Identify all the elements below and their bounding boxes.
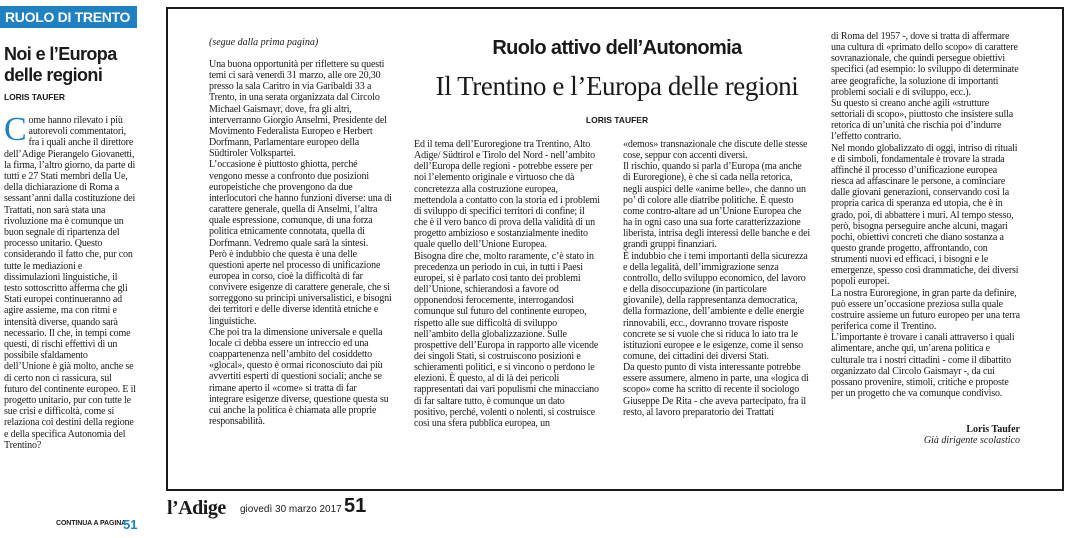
continued-note: (segue dalla prima pagina): [209, 37, 319, 48]
paragraph: È indubbio che i temi importanti della sicurezza e della legalità, dell’immigrazione senza controllo, dello sviluppo economico, del lavoro e della disoccupazione (in particolare giovanile), della rappresentanza democratica, della formazione, dell’ambiente e delle energie rinnovabili, ecc., dovranno trovare risposte concrete se si vuole che si riduca lo iato tra le istituzioni europee e le esigenze, come il senso comune, dei cittadini dei diversi Stati.: [623, 250, 808, 362]
drop-cap: C: [4, 115, 27, 148]
text-column-2: [414, 139, 600, 489]
paragraph: Però è indubbio che questa è una delle questioni aperte nel processo di unificazione europea in corso, cioè la difficoltà di far convivere esigenze di carattere generale, che si sorreggono su principi universalistici, e bisogni dei territori e delle diverse identità etniche e linguistiche.: [209, 248, 392, 327]
paragraph: Che poi tra la dimensione universale e quella locale ci debba essere un intreccio ed una coappartenenza nell’ambito del cosiddetto «glocal», questo è ormai riconosciuto dai più avvertiti esperti di questioni sociali; anche se rimane aperto il «come» si tratta di far integrare esigenze diverse, questione questa su cui anche la politica è chiamata alle proprie responsabilità.: [209, 326, 389, 427]
paragraph: «demos» transnazionale che discute delle stesse cose, seppur con accenti diversi.: [623, 139, 808, 162]
paragraph: L’importante è trovare i canali attraverso i quali alimentare, anche qui, un’arena politica e culturale tra i nostri cittadini - come il dibattito organizzato dal Circolo Gaismayr -, da cui possano provenire, stimoli, critiche e proposte per un progetto che va comunque condiviso.: [831, 332, 1015, 399]
paragraph: La nostra Euroregione, in gran parte da definire, può essere un’occasione preziosa sulla quale costruire assieme un futuro europeo per una terra periferica come il Trentino.: [831, 287, 1020, 333]
text-column-3: [623, 139, 810, 489]
paragraph: di Roma del 1957 -, dove si tratta di affermare una cultura di «primato dello scopo» di carattere sovranazionale, che quindi persegue obiettivi specifici (ad esempio: lo sviluppo di determinate aree geografiche, la soluzione di importanti problemi sociali e di sviluppo, ecc.).: [831, 31, 1019, 98]
continue-page-number: 51: [123, 517, 138, 532]
article-author: LORIS TAUFER: [585, 115, 649, 125]
paragraph: Da questo punto di vista interessante potrebbe essere assumere, almeno in parte, una «logica di scopo» come ha scritto di recente il sociologo Giuseppe De Rita - che aveva partecipato, fra il resto, al lavoro preparatorio dei Trattati: [623, 362, 809, 418]
article-headline: Il Trentino e l’Europa delle regioni: [435, 71, 799, 101]
left-article-text: ome hanno rilevato i più autorevoli commentatori, fra i quali anche il direttore dell’Adige Pierangelo Giovanetti, la firma, l’altro giorno, da parte di tutti e 27 Stati membri della Ue, della dichiarazione di Roma a sessant’anni dalla costituzione dei Trattati, non sarà stata una rivoluzione ma è comunque un buon segnale di ripartenza del processo unitario. Questo considerando il fatto che, pur con tutte le mediazioni e dissimulazioni linguistiche, il testo sottoscritto afferma che gli Stati europei continueranno ad agire assieme, ma con ritmi e intensità diverse, quando sarà necessario. Il che, in tempi come questi, di rischi effettivi di un possibile sfaldamento dell’Unione è già molto, anche se di certo non ci rassicura, sul futuro del continente europeo. E il progetto unitario, pur con tutte le sue crisi e difficoltà, come si relaziona coi destini della regione e della specifica Autonomia del Trentino?: [4, 115, 136, 451]
section-header: RUOLO DI TRENTO: [0, 6, 137, 28]
article-kicker: Ruolo attivo dell’Autonomia: [492, 37, 742, 59]
paragraph: Su questo si creano anche agili «strutture settoriali di scopo», piuttosto che insistere sulla retorica di un’unità che rischia poi d’indurre l’effetto contrario.: [831, 97, 1014, 143]
left-article-title: Noi e l’Europa delle regioni: [4, 44, 117, 85]
paragraph: Una buona opportunità per riflettere su questi temi ci sarà venerdì 31 marzo, alle ore 20,30 presso la sala Caritro in via Garibaldi 33 a Trento, in una serata organizzata dal Circolo Michael Gaismayr, dove, fra gli altri, interverranno Giorgio Anselmi, Presidente del Movimento Federalista Europeo e Herbert Dorfmann, Parlamentare europeo della Südtiroler Volkspartei.: [209, 59, 387, 160]
signature-role: Già dirigente scolastico: [923, 435, 1020, 446]
signature-name: Loris Taufer: [966, 424, 1020, 435]
issue-date: giovedì 30 marzo 2017: [240, 504, 342, 515]
left-article-body: [4, 115, 136, 513]
left-column: [0, 0, 137, 538]
text-column-4: [831, 31, 1020, 479]
paragraph: Nel mondo globalizzato di oggi, intriso di rituali e di simboli, fondamentale è trovare la strada affinché il processo d’unificazione europea riesca ad affascinare le persone, a cominciare dalle giovani generazioni, conservando così la propria carica di speranza ed utopia, che è in grado, poi, di abbattere i muri. Al tempo stesso, però, bisogna perseguire anche alcuni, magari pochi, obiettivi concreti che diano sostanza a questo grande progetto, affrontando, con strumenti nuovi ed efficaci, i bisogni e le emergenze, spesso così drammatiche, dei diversi popoli europei.: [831, 142, 1019, 288]
article-signature: [831, 424, 1020, 446]
paragraph: L’occasione è piuttosto ghiotta, perché vengono messe a confronto due posizioni europeistiche che provengono da due interlocutori che hanno funzioni diverse: una di carattere generale, quella di Anselmi, l’altra quale espressione, comunque, di una forza politica etnicamente connotata, quella di Dorfmann. Vedremo quale sarà la sintesi.: [209, 159, 392, 249]
paragraph: Ed il tema dell’Euroregione tra Trentino, Alto Adige/ Südtirol e Tirolo del Nord - nell’ambito dell’Europa delle regioni - potrebbe essere per noi l’elemento originale e virtuoso che dà concretezza alla costruzione europea, mettendola a contatto con la storia ed i problemi di sviluppo di specifici territori di confine; il che è il vero banco di prova della validità di un progetto ambizioso e sostanzialmente inedito quale quello dell’Unione Europea.: [414, 139, 600, 251]
continue-label: CONTINUA A PAGINA: [56, 520, 127, 527]
newspaper-logo: l’Adige: [167, 497, 226, 519]
paragraph: Il rischio, quando si parla d’Europa (ma anche di Euroregione), è che si cada nella retorica, negli auspici delle «anime belle», che danno un po’ di colore alle diatribe politiche. È questo come contro-altare ad un’Unione Europea che ha in ogni caso una sua forte caratterizzazione liberista, intrisa degli interessi delle banche e dei grandi gruppi finanziari.: [623, 161, 810, 251]
page-number: 51: [344, 495, 367, 517]
paragraph: Bisogna dire che, molto raramente, c’è stato in precedenza un periodo in cui, in tutti i Paesi europei, si è parlato così tanto dei problemi dell’Unione, schierandosi a favore od opponendosi ferocemente, interrogandosi comunque sul futuro del continente europeo, rispetto alle sue difficoltà di sviluppo nell’ambito della globalizzazione. Sulle prospettive dell’Europa in rapporto alle vicende dei singoli Stati, si costruiscono posizioni e schieramenti politici, e si vincono o perdono le elezioni. È questo, al di là dei pericoli rappresentati dai vari populismi che minacciano di far saltare tutto, è comunque un dato positivo, perché, volenti o nolenti, si costruisce così una sfera pubblica europea, un: [414, 250, 599, 429]
article-frame: [166, 7, 1064, 491]
left-article-author: LORIS TAUFER: [4, 92, 65, 102]
text-column-1: [209, 59, 392, 489]
